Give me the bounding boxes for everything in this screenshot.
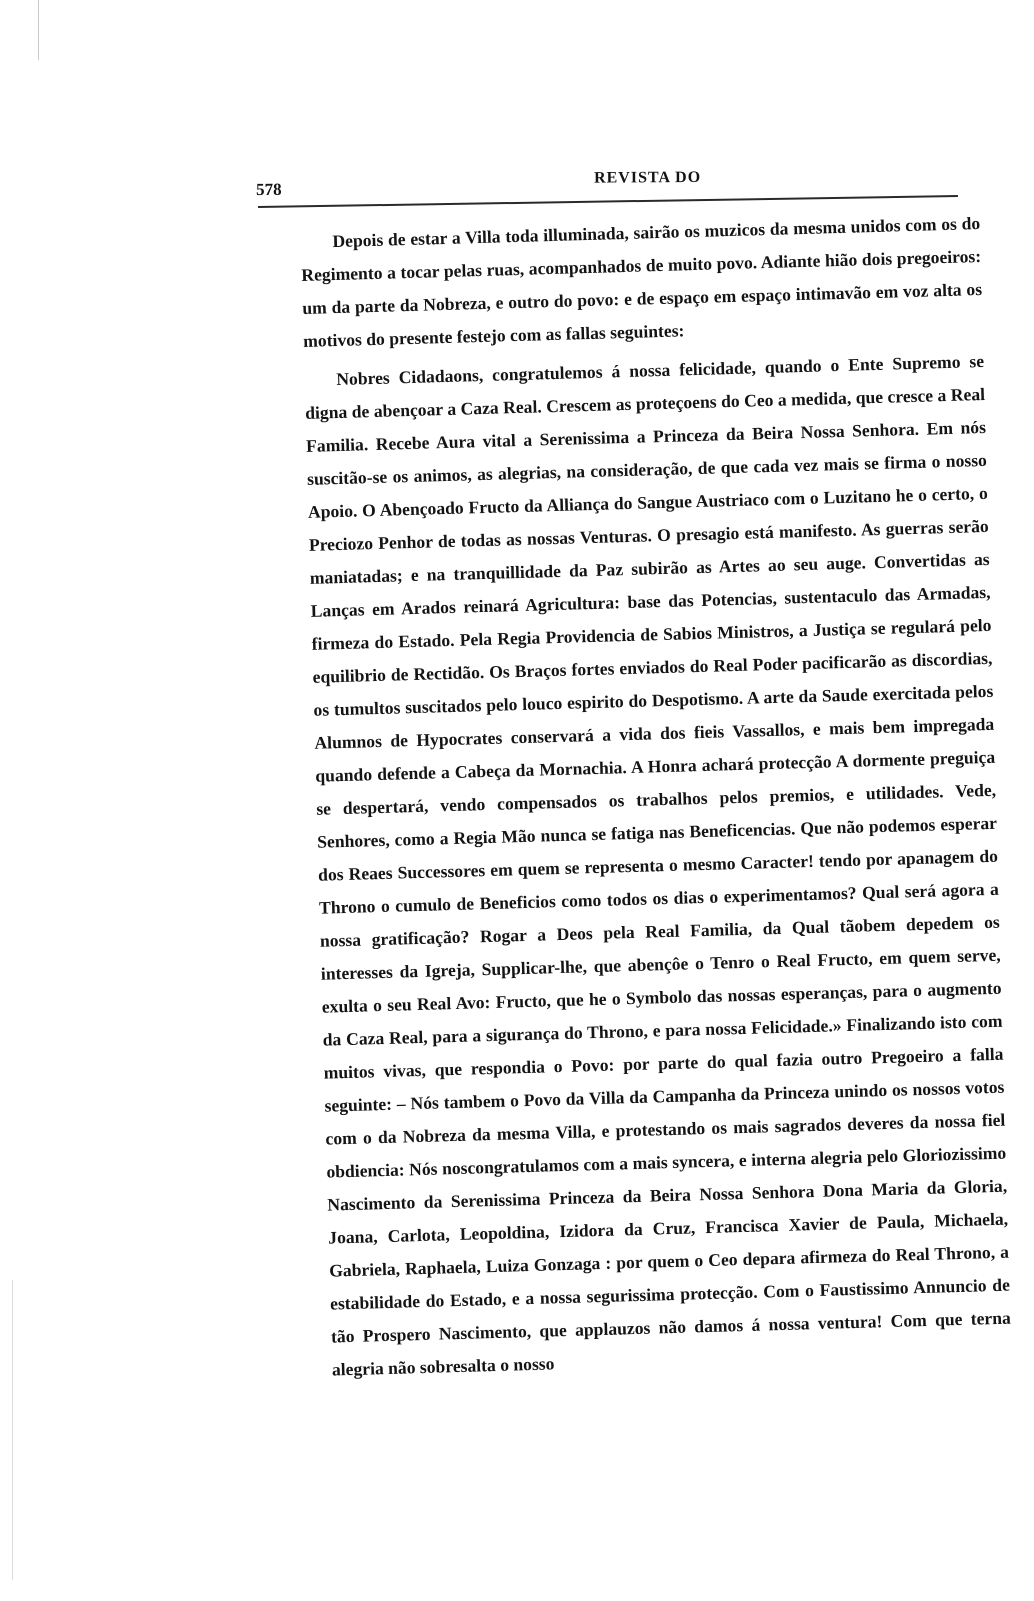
scan-gutter-mark-lower (12, 1280, 13, 1580)
body-text (300, 207, 1012, 1387)
paragraph-proclamation: Nobres Cidadaons, congratulemos á nossa felicidade, quando o Ente Supremo se digna de abençoar a Caza Real. Crescem as proteçoens do Ceo a medida, que cresce a Real Familia. Recebe Aura vital a Serenissima a Princeza da Beira Nossa Senhora. Em nós suscitão-se os animos, as alegrias, na consideração, de que cada vez mais se firma o nosso Apoio. O Abençoado Fructo da Alliança do Sangue Austriaco com o Luzitano he o certo, o Preciozo Penhor de todas as nossas Venturas. O presagio está manifesto. As guerras serão maniatadas; e na tranquillidade da Paz subirão as Artes ao seu auge. Convertidas as Lanças em Arados reinará Agricultura: base das Potencias, sustentaculo das Armadas, firmeza do Estado. Pela Regia Providencia de Sabios Ministros, a Justiça se regulará pelo equilibrio de Rectidão. Os Braços fortes enviados do Real Poder pacificarão as discordias, os tumultos suscitados pelo louco espirito do Despotismo. A arte da Saude exercitada pelos Alumnos de Hypocrates conservará a vida dos fieis Vassallos, e mais bem impregada quando defende a Cabeça da Mornachia. A Honra achará protecção A dormente preguiça se despertará, vendo compensados os trabalhos pelos premios, e utilidades. Vede, Senhores, como a Regia Mão nunca se fatiga nas Beneficencias. Que não podemos esperar dos Reaes Successores em quem se representa o mesmo Caracter! tendo por apanagem do Throno o cumulo de Beneficios como todos os dias o experimentamos? Qual será agora a nossa gratificação? Rogar a Deos pela Real Familia, da Qual tãobem depedem os interesses da Igreja, Supplicar-lhe, que abençôe o Tenro o Real Fructo, em quem serve, exulta o seu Real Avo: Fructo, que he o Symbolo das nossas esperanças, para o augmento da Caza Real, para a sigurança do Throno, e para nossa Felicidade.» Finalizando isto com muitos vivas, que respondia o Povo: por parte do qual fazia outro Pregoeiro a falla seguinte: – Nós tambem o Povo da Villa da Campanha da Princeza unindo os nossos votos com o da Nobreza da mesma Villa, e protestando os mais sagrados deveres da nossa fiel obdiencia: Nós noscongratulamos com a mais syncera, e interna alegria pelo Gloriozissimo Nascimento da Serenissima Princeza da Beira Nossa Senhora Dona Maria da Gloria, Joana, Carlota, Leopoldina, Izidora da Cruz, Francisca Xavier de Paula, Michaela, Gabriela, Raphaela, Luiza Gonzaga : por quem o Ceo depara afirmeza do Real Throno, a estabilidade do Estado, e a nossa segurissima protecção. Com o Faustissimo Annuncio de tão Prospero Nascimento, que applauzos não damos á nossa ventura! Com que terna alegria não sobresalta o nosso (304, 350, 1012, 1380)
running-title: REVISTA DO (593, 168, 702, 187)
paragraph-intro: Depois de estar a Villa toda illuminada, sairão os muzicos da mesma unidos com os do Regimento a tocar pelas ruas, acompanhados de muito povo. Adiante hião dois pregoeiros: um da parte da Nobreza, e outro do povo: e de espaço em espaço intimavão em voz alta os motivos do presente festejo com as fallas seguintes: (301, 213, 983, 351)
page-number: 578 (256, 179, 282, 199)
scan-gutter-mark (38, 0, 39, 60)
